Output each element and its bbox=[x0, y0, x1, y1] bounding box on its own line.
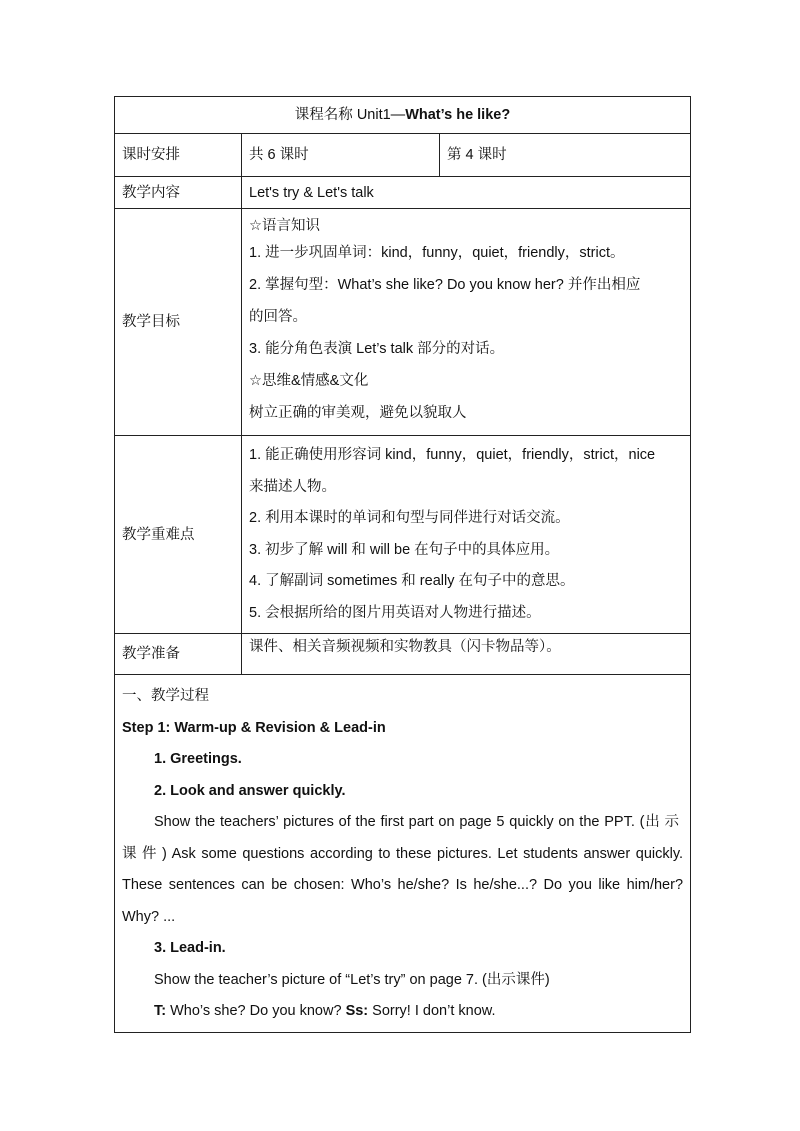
key-points-content bbox=[242, 436, 691, 634]
course-title-prefix: 课程名称 Unit1— bbox=[294, 107, 406, 123]
objective-line: ☆思维&情感&文化 bbox=[249, 373, 369, 389]
preparation-value: 课件、相关音频视频和实物教具（闪卡物品等）。 bbox=[242, 634, 691, 675]
paragraph-look-answer-courseware: 出示课件 bbox=[122, 814, 684, 862]
preparation-label: 教学准备 bbox=[115, 634, 242, 675]
schedule-label: 课时安排 bbox=[115, 134, 242, 177]
objective-line: 1. 进一步巩固单词：kind，funny，quiet，friendly，strict。 bbox=[249, 245, 625, 261]
objectives-label: 教学目标 bbox=[115, 209, 242, 436]
preparation-row bbox=[115, 634, 691, 675]
item-greetings: 1. Greetings. bbox=[154, 751, 242, 767]
paragraph-look-answer-part2: ) Ask some questions according to these pictures. Let students answer quickly. These sentences can be chosen: Who’s he/she? Is he/she...? Do you like him/her? Why? ... bbox=[122, 845, 684, 925]
paragraph-lead-in: Show the teacher’s picture of “Let’s try” on page 7. (出示课件) bbox=[154, 971, 550, 988]
paragraph-look-answer-part1: Show the teachers’ pictures of the first part on page 5 quickly on the PPT. ( bbox=[154, 814, 645, 830]
objective-line: 3. 能分角色表演 Let’s talk 部分的对话。 bbox=[249, 341, 505, 357]
key-point-line: 1. 能正确使用形容词 kind，funny，quiet，friendly，strict，nice bbox=[249, 447, 656, 463]
schedule-total: 共 6 课时 bbox=[242, 134, 440, 177]
key-point-line: 4. 了解副词 sometimes 和 really 在句子中的意思。 bbox=[249, 573, 575, 589]
objectives-row bbox=[115, 209, 691, 436]
lesson-plan-page bbox=[114, 96, 690, 1033]
process-heading: 一、教学过程 bbox=[122, 688, 209, 704]
objective-line: 2. 掌握句型：What’s she like? Do you know her? 并作出相应 bbox=[249, 277, 641, 293]
key-point-line: 5. 会根据所给的图片用英语对人物进行描述。 bbox=[249, 604, 541, 621]
step1-heading: Step 1: Warm-up & Revision & Lead-in bbox=[122, 719, 386, 736]
process-content bbox=[115, 675, 691, 1033]
dialog-line bbox=[122, 996, 683, 1028]
schedule-row bbox=[115, 134, 691, 177]
title-row bbox=[115, 97, 691, 134]
key-points-label: 教学重难点 bbox=[115, 436, 242, 634]
content-value: Let's try & Let's talk bbox=[242, 177, 691, 209]
dialog-teacher-text: Who’s she? Do you know? bbox=[166, 1003, 346, 1019]
key-point-line: 2. 利用本课时的单词和句型与同伴进行对话交流。 bbox=[249, 510, 570, 526]
objective-line: 的回答。 bbox=[249, 309, 307, 325]
course-title bbox=[115, 97, 691, 134]
schedule-current: 第 4 课时 bbox=[440, 134, 691, 177]
paragraph-look-answer bbox=[122, 807, 683, 933]
objective-line: 树立正确的审美观，避免以貌取人 bbox=[249, 405, 467, 421]
course-title-bold: What’s he like? bbox=[405, 107, 511, 123]
process-row bbox=[115, 675, 691, 1033]
dialog-teacher-label: T: bbox=[154, 1003, 167, 1019]
dialog-students-text: Sorry! I don’t know. bbox=[368, 1003, 496, 1019]
objectives-content bbox=[242, 209, 691, 436]
lesson-plan-table bbox=[114, 96, 691, 1033]
dialog-students-label: Ss: bbox=[345, 1003, 369, 1019]
objective-line: ☆语言知识 bbox=[249, 218, 320, 234]
key-point-line: 来描述人物。 bbox=[249, 478, 336, 495]
content-label: 教学内容 bbox=[115, 177, 242, 209]
content-row bbox=[115, 177, 691, 209]
item-look-answer: 2. Look and answer quickly. bbox=[154, 782, 346, 799]
item-lead-in: 3. Lead-in. bbox=[154, 940, 226, 956]
key-points-row bbox=[115, 436, 691, 634]
key-point-line: 3. 初步了解 will 和 will be 在句子中的具体应用。 bbox=[249, 541, 560, 558]
